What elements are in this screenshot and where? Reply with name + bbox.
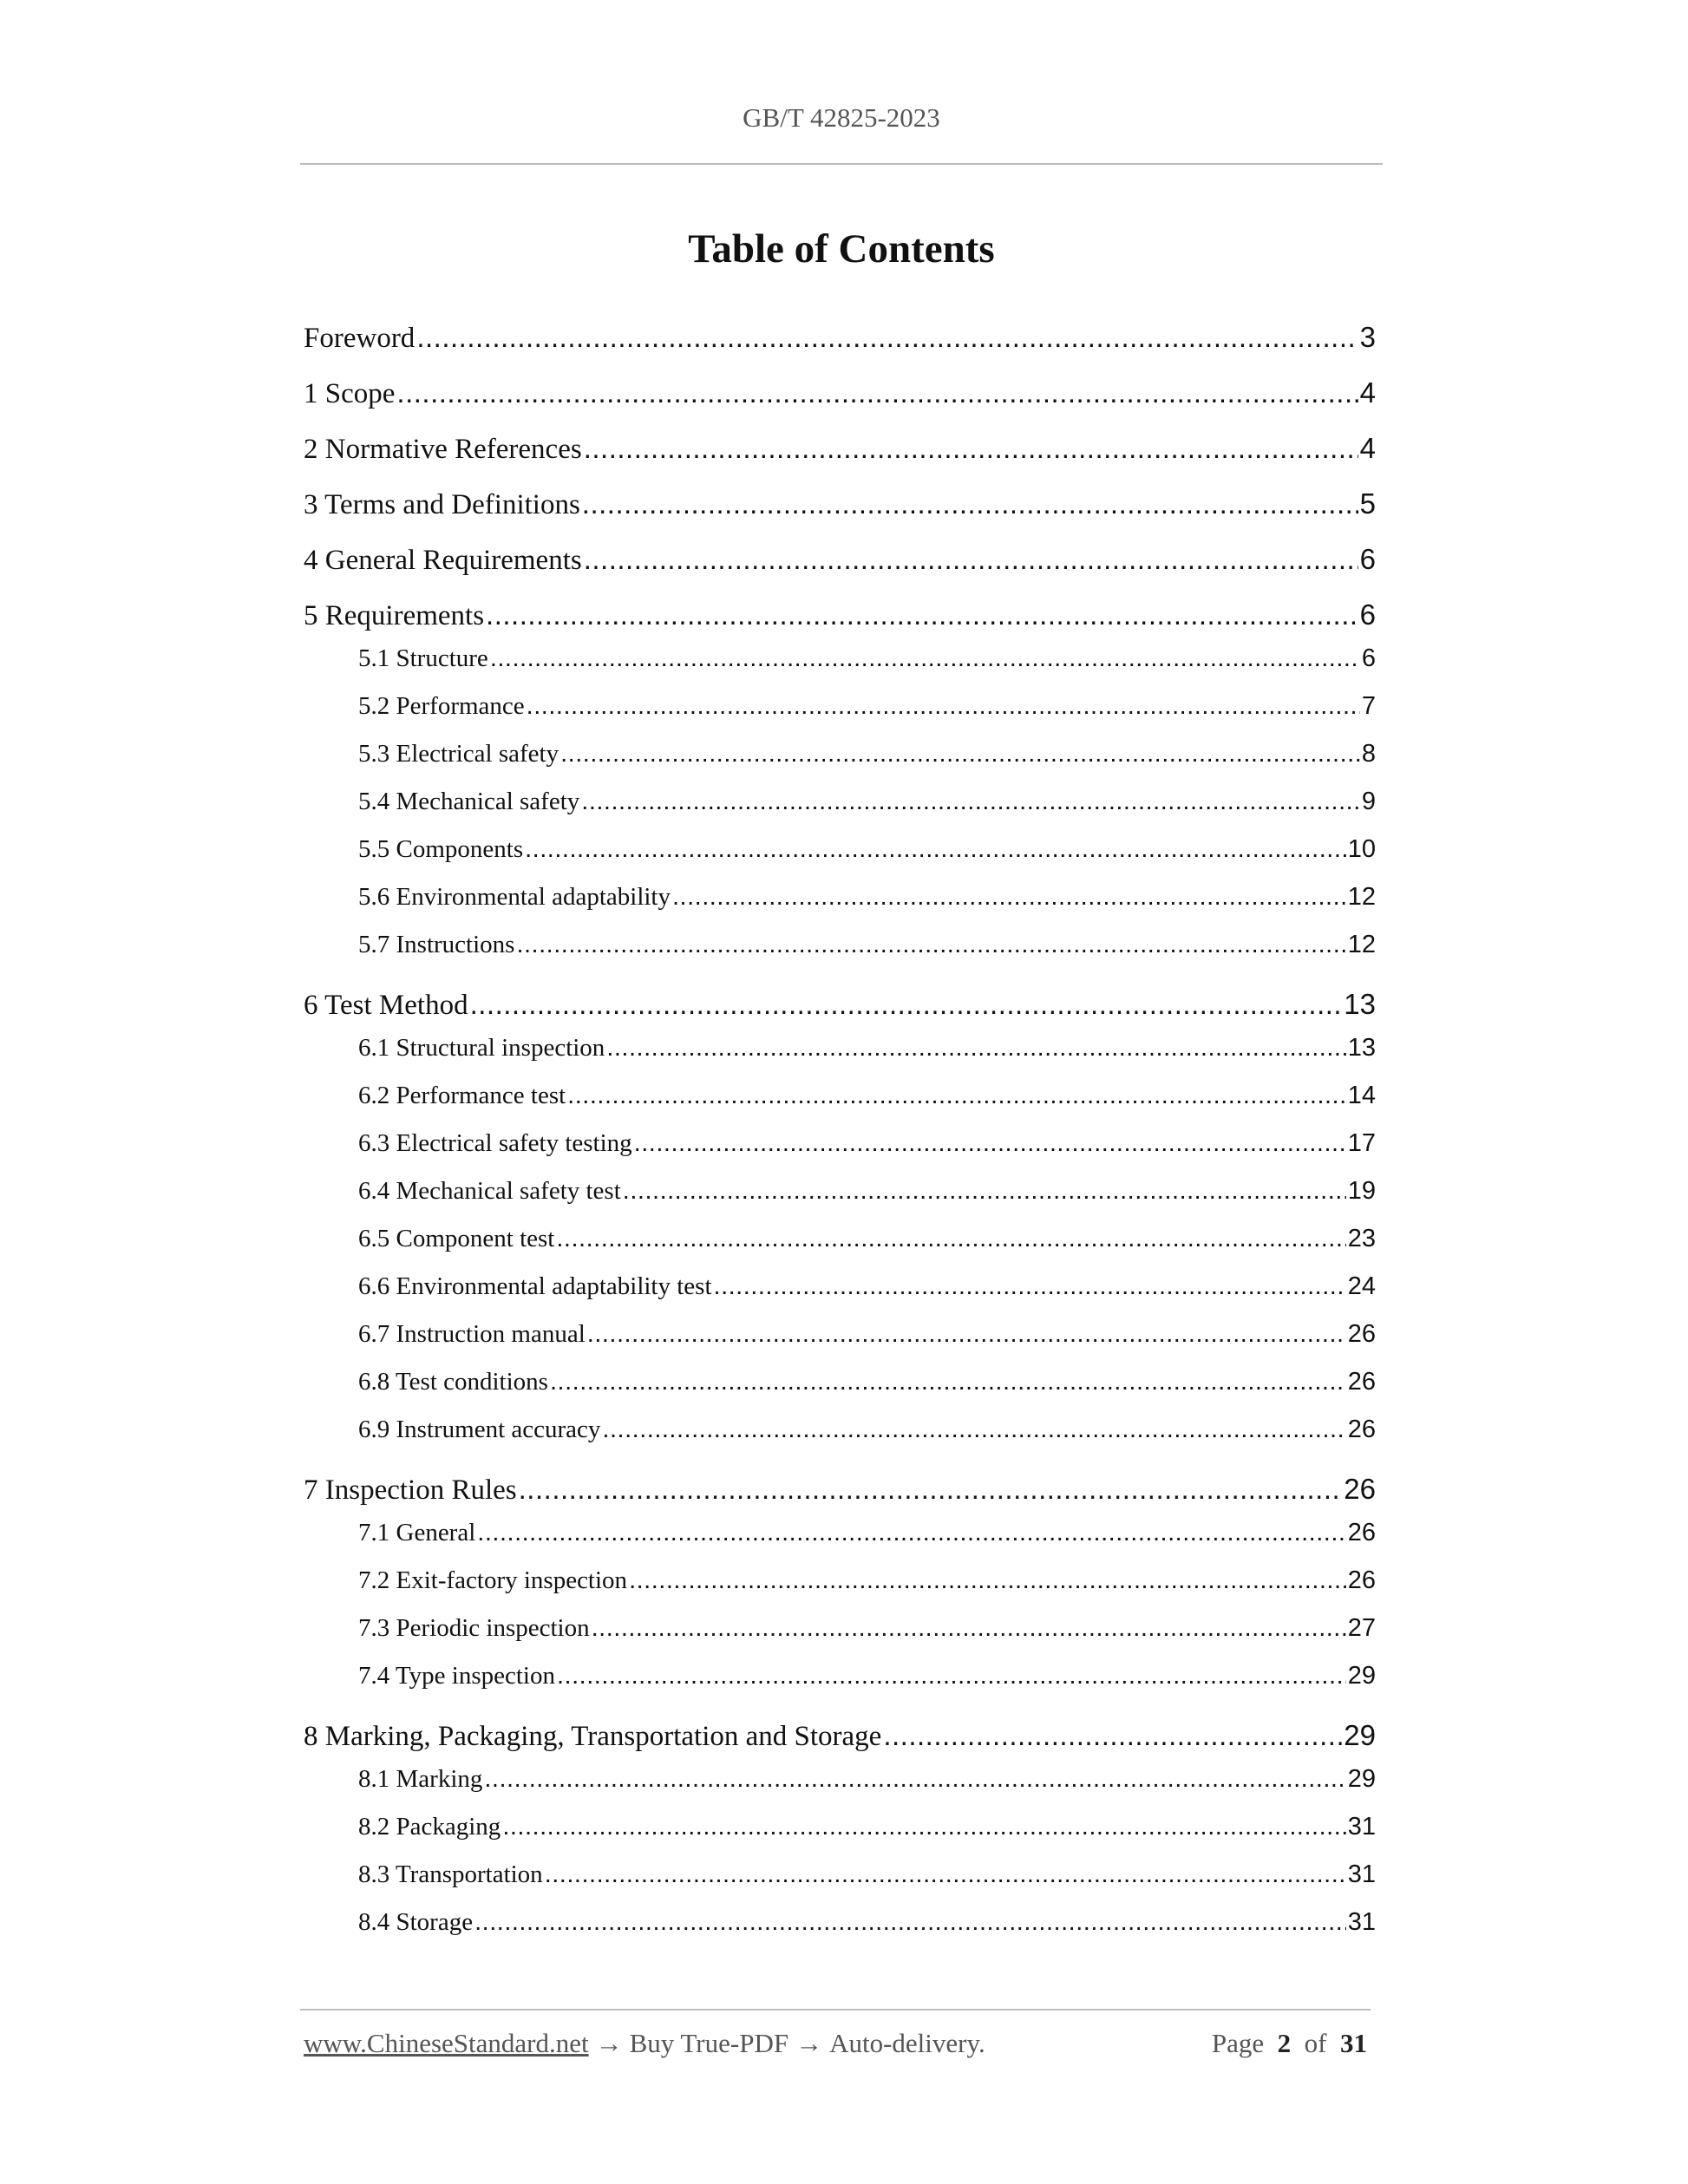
- toc-entry-label: 8.1 Marking: [358, 1765, 483, 1793]
- toc-entry-page: 29: [1347, 1662, 1376, 1690]
- toc-subsection-entry[interactable]: [304, 635, 1376, 683]
- dot-leader: [581, 778, 1360, 826]
- toc-entry-label: 1 Scope: [304, 378, 396, 409]
- toc-entry-label: 6.3 Electrical safety testing: [358, 1129, 632, 1157]
- dot-leader: [477, 1509, 1345, 1557]
- toc-subsection-entry[interactable]: [304, 1072, 1376, 1120]
- toc-subsection-entry[interactable]: [304, 921, 1376, 969]
- dot-leader: [560, 730, 1360, 778]
- toc-entry-page: 31: [1347, 1860, 1376, 1888]
- toc-entry-label: 7.1 General: [358, 1519, 476, 1546]
- dot-leader: [672, 873, 1346, 921]
- current-page-number: 2: [1277, 2028, 1292, 2058]
- toc-entry-page: 26: [1344, 1473, 1376, 1505]
- toc-entry-page: 14: [1347, 1082, 1376, 1109]
- website-link[interactable]: www.ChineseStandard.net: [304, 2028, 589, 2058]
- dot-leader: [550, 1358, 1346, 1406]
- dot-leader: [490, 635, 1360, 683]
- toc-subsection-entry[interactable]: [304, 873, 1376, 921]
- toc-entry-page: 26: [1347, 1519, 1376, 1546]
- toc-entry-label: 2 Normative References: [304, 434, 582, 465]
- toc-section-entry[interactable]: [304, 372, 1376, 413]
- dot-leader: [584, 428, 1358, 468]
- dot-leader: [606, 1024, 1345, 1072]
- toc-subsection-entry[interactable]: [304, 1358, 1376, 1406]
- dot-leader: [623, 1167, 1346, 1215]
- dot-leader: [602, 1406, 1345, 1454]
- toc-entry-page: 26: [1347, 1566, 1376, 1594]
- dot-leader: [525, 826, 1346, 873]
- toc-subsection-entry[interactable]: [304, 1509, 1376, 1557]
- toc-subsection-entry[interactable]: [304, 1803, 1376, 1851]
- toc-entry-label: 6.1 Structural inspection: [358, 1034, 605, 1062]
- toc-entry-page: 6: [1359, 543, 1376, 575]
- dot-leader: [592, 1605, 1346, 1652]
- toc-entry-page: 3: [1359, 321, 1376, 353]
- toc-entry-page: 10: [1347, 835, 1376, 863]
- toc-entry-label: 8 Marking, Packaging, Transportation and Storage: [304, 1721, 882, 1752]
- toc-entry-page: 13: [1344, 988, 1376, 1020]
- toc-subsection-entry[interactable]: [304, 1851, 1376, 1899]
- toc-entry-page: 31: [1347, 1908, 1376, 1936]
- toc-entry-label: 5.7 Instructions: [358, 931, 515, 958]
- toc-entry-page: 4: [1359, 376, 1376, 409]
- toc-subsection-entry[interactable]: [304, 1899, 1376, 1946]
- toc-section-entry[interactable]: [304, 428, 1376, 468]
- toc-entry-page: 26: [1347, 1416, 1376, 1443]
- footer-promo: [304, 2028, 985, 2059]
- dot-leader: [474, 1899, 1346, 1946]
- toc-entry-page: 12: [1347, 931, 1376, 958]
- toc-entry-label: 6.6 Environmental adaptability test: [358, 1272, 712, 1300]
- toc-subsection-entry[interactable]: [304, 826, 1376, 873]
- toc-subsection-entry[interactable]: [304, 1605, 1376, 1652]
- toc-entry-label: 8.3 Transportation: [358, 1860, 543, 1888]
- toc-entry-label: 6.5 Component test: [358, 1225, 555, 1252]
- toc-entry-label: 7 Inspection Rules: [304, 1475, 517, 1506]
- dot-leader: [582, 483, 1358, 524]
- of-word: of: [1304, 2028, 1327, 2058]
- toc-subsection-entry[interactable]: [304, 1756, 1376, 1803]
- toc-section-entry[interactable]: [304, 1468, 1376, 1509]
- dot-leader: [714, 1263, 1346, 1311]
- footer-divider: [300, 2009, 1371, 2011]
- toc-section-entry[interactable]: [304, 984, 1376, 1024]
- toc-entry-label: 8.4 Storage: [358, 1908, 474, 1936]
- toc-entry-page: 19: [1347, 1177, 1376, 1205]
- dot-leader: [557, 1652, 1346, 1700]
- dot-leader: [584, 539, 1358, 579]
- toc-entry-label: 5.3 Electrical safety: [358, 740, 559, 768]
- toc-entry-label: 6.7 Instruction manual: [358, 1320, 586, 1348]
- toc-entry-page: 7: [1361, 692, 1376, 720]
- buy-pdf-text: Buy True-PDF: [629, 2028, 789, 2058]
- dot-leader: [486, 594, 1358, 635]
- toc-entry-page: 6: [1359, 598, 1376, 631]
- toc-entry-label: Foreword: [304, 323, 415, 354]
- toc-entry-page: 27: [1347, 1614, 1376, 1642]
- document-header: [300, 102, 1383, 134]
- toc-subsection-entry[interactable]: [304, 1406, 1376, 1454]
- dot-leader: [634, 1120, 1346, 1167]
- toc-entry-label: 6.9 Instrument accuracy: [358, 1416, 601, 1443]
- toc-subsection-entry[interactable]: [304, 1215, 1376, 1263]
- toc-entry-label: 6.8 Test conditions: [358, 1368, 548, 1396]
- toc-section-entry[interactable]: [304, 483, 1376, 524]
- total-pages-number: 31: [1340, 2028, 1367, 2058]
- toc-entry-page: 24: [1347, 1272, 1376, 1300]
- dot-leader: [527, 683, 1360, 730]
- auto-delivery-text: Auto-delivery.: [829, 2028, 985, 2058]
- toc-entry-page: 4: [1359, 432, 1376, 464]
- toc-subsection-entry[interactable]: [304, 1024, 1376, 1072]
- dot-leader: [519, 1468, 1343, 1509]
- toc-entry-label: 6.4 Mechanical safety test: [358, 1177, 621, 1205]
- dot-leader: [587, 1311, 1346, 1358]
- toc-entry-page: 6: [1361, 644, 1376, 672]
- dot-leader: [516, 921, 1345, 969]
- toc-entry-label: 5.6 Environmental adaptability: [358, 883, 671, 911]
- toc-entry-label: 7.4 Type inspection: [358, 1662, 555, 1690]
- toc-section-entry[interactable]: [304, 594, 1376, 635]
- table-of-contents: [304, 302, 1376, 1946]
- toc-subsection-entry[interactable]: [304, 1263, 1376, 1311]
- dot-leader: [883, 1715, 1342, 1756]
- arrow-icon: →: [595, 2028, 623, 2058]
- document-id: GB/T 42825-2023: [743, 102, 940, 133]
- toc-entry-label: 7.2 Exit-factory inspection: [358, 1566, 628, 1594]
- toc-entry-label: 5 Requirements: [304, 600, 485, 631]
- toc-subsection-entry[interactable]: [304, 730, 1376, 778]
- toc-entry-label: 5.4 Mechanical safety: [358, 788, 580, 815]
- toc-entry-label: 5.1 Structure: [358, 644, 488, 672]
- toc-entry-label: 7.3 Periodic inspection: [358, 1614, 590, 1642]
- toc-entry-label: 6 Test Method: [304, 990, 468, 1021]
- toc-subsection-entry[interactable]: [304, 1557, 1376, 1605]
- toc-entry-page: 9: [1361, 788, 1376, 815]
- toc-entry-page: 29: [1347, 1765, 1376, 1793]
- page-indicator: [1212, 2028, 1367, 2059]
- dot-leader: [545, 1851, 1346, 1899]
- toc-entry-page: 13: [1347, 1034, 1376, 1062]
- dot-leader: [629, 1557, 1346, 1605]
- dot-leader: [502, 1803, 1345, 1851]
- toc-subsection-entry[interactable]: [304, 778, 1376, 826]
- toc-entry-page: 8: [1361, 740, 1376, 768]
- toc-subsection-entry[interactable]: [304, 1167, 1376, 1215]
- toc-entry-page: 26: [1347, 1368, 1376, 1396]
- toc-subsection-entry[interactable]: [304, 683, 1376, 730]
- toc-subsection-entry[interactable]: [304, 1120, 1376, 1167]
- toc-entry-page: 29: [1344, 1719, 1376, 1751]
- toc-entry-label: 6.2 Performance test: [358, 1082, 566, 1109]
- dot-leader: [470, 984, 1343, 1024]
- toc-entry-page: 12: [1347, 883, 1376, 911]
- dot-leader: [567, 1072, 1346, 1120]
- arrow-icon: →: [795, 2028, 823, 2058]
- toc-entry-label: 4 General Requirements: [304, 545, 582, 576]
- toc-section-entry[interactable]: [304, 1715, 1376, 1756]
- toc-entry-page: 26: [1347, 1320, 1376, 1348]
- toc-entry-label: 5.5 Components: [358, 835, 524, 863]
- toc-section-entry[interactable]: [304, 317, 1376, 357]
- dot-leader: [396, 372, 1358, 413]
- toc-entry-label: 3 Terms and Definitions: [304, 489, 580, 520]
- toc-entry-label: 8.2 Packaging: [358, 1813, 501, 1841]
- toc-entry-page: 23: [1347, 1225, 1376, 1252]
- toc-entry-page: 5: [1359, 487, 1376, 520]
- document-footer: [304, 2028, 1367, 2059]
- toc-subsection-entry[interactable]: [304, 1652, 1376, 1700]
- page-title: Table of Contents: [688, 226, 995, 271]
- toc-entry-page: 31: [1347, 1813, 1376, 1841]
- dot-leader: [484, 1756, 1345, 1803]
- toc-entry-label: 5.2 Performance: [358, 692, 525, 720]
- page-word: Page: [1211, 2028, 1265, 2058]
- toc-subsection-entry[interactable]: [304, 1311, 1376, 1358]
- toc-section-entry[interactable]: [304, 539, 1376, 579]
- dot-leader: [416, 317, 1358, 357]
- dot-leader: [556, 1215, 1345, 1263]
- toc-entry-page: 17: [1347, 1129, 1376, 1157]
- header-divider: [300, 163, 1383, 165]
